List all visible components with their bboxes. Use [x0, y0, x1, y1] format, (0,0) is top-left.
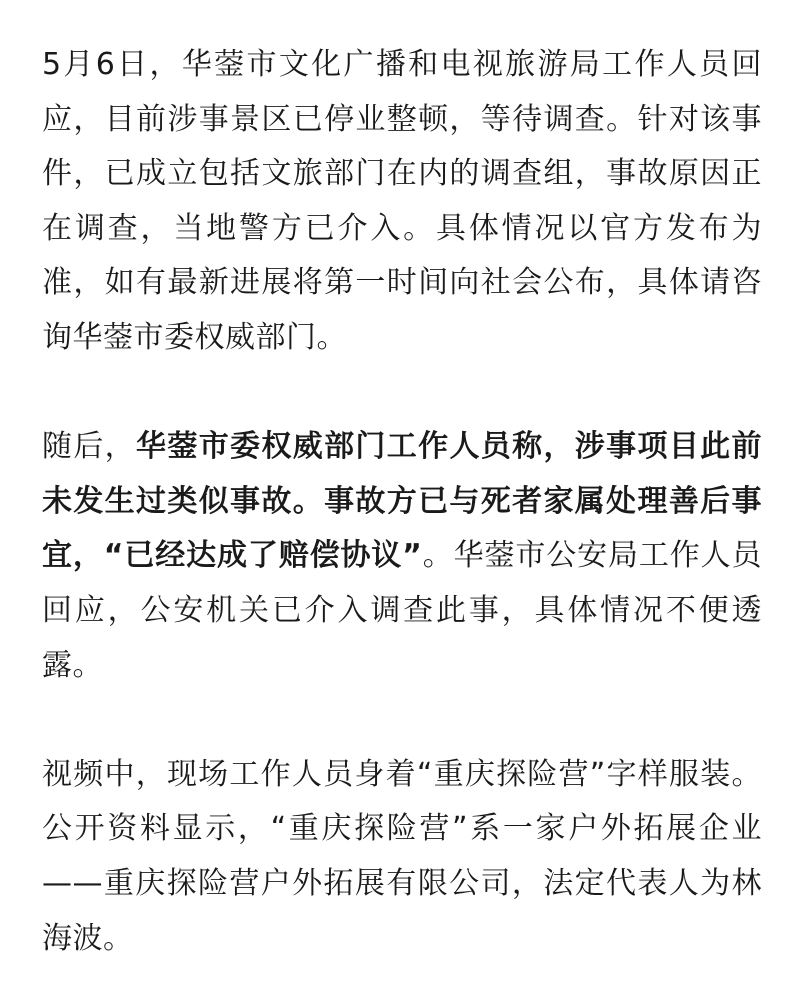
- article-body: [42, 38, 762, 966]
- paragraph-3-text: 视频中，现场工作人员身着“重庆探险营”字样服装。公开资料显示，“重庆探险营”系一家户外拓展企业——重庆探险营户外拓展有限公司，法定代表人为林海波。: [42, 756, 762, 956]
- paragraph-2-lead: 随后，: [42, 429, 137, 465]
- paragraph-3: [42, 748, 762, 966]
- paragraph-1-text: 5月6日，华蓥市文化广播和电视旅游局工作人员回应，目前涉事景区已停业整顿，等待调查。针对该事件，已成立包括文旅部门在内的调查组，事故原因正在调查，当地警方已介入。具体情况以官方发布为准，如有最新进展将第一时间向社会公布，具体请咨询华蓥市委权威部门。: [42, 47, 762, 355]
- paragraph-2-tail: 。华蓥市公安局工作人员回应，公安机关已介入调查此事，具体情况不便透露。: [42, 538, 763, 683]
- paragraph-2-bold-quote: 华蓥市委权威部门工作人员称，涉事项目此前未发生过类似事故。事故方已与死者家属处理善后事宜，“已经达成了赔偿协议”: [42, 429, 763, 574]
- paragraph-1: [42, 38, 762, 366]
- paragraph-2: [42, 420, 762, 693]
